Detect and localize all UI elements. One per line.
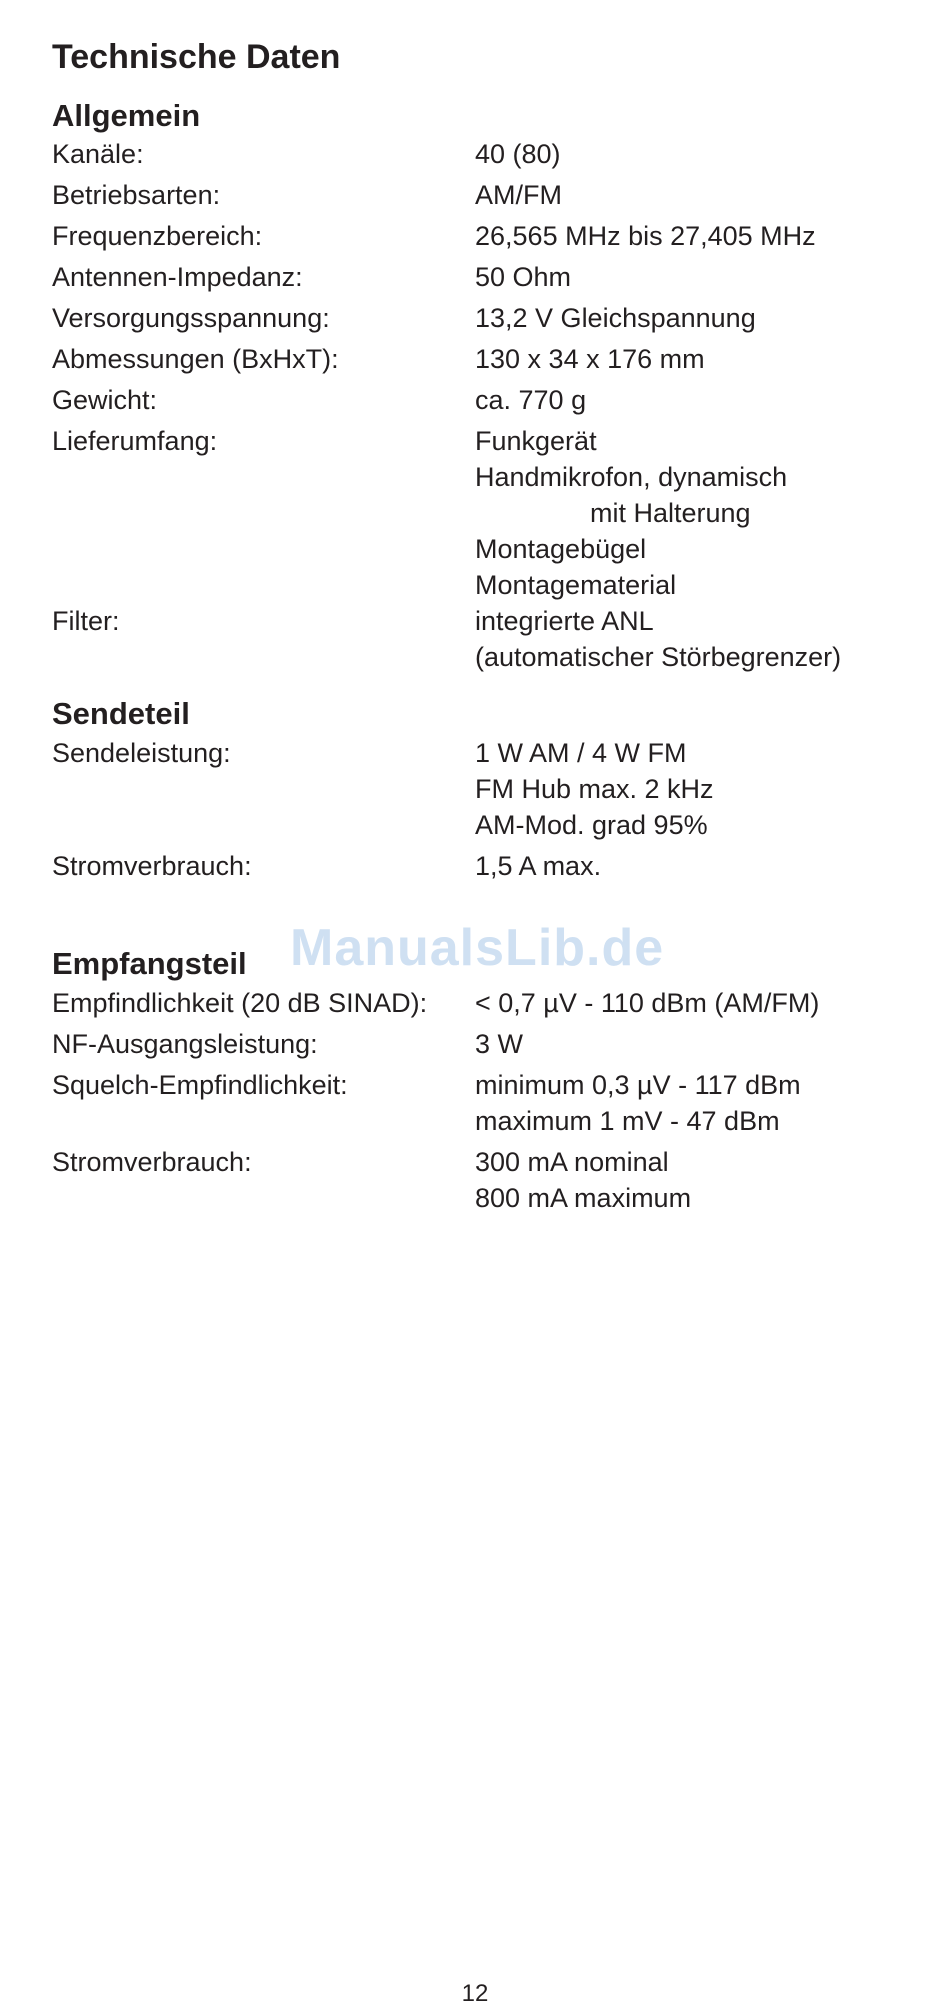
spec-label: Abmessungen (BxHxT): [52, 344, 339, 374]
spec-value-line: 40 (80) [475, 139, 561, 169]
spec-value [475, 848, 601, 884]
spec-label: Kanäle: [52, 139, 144, 169]
spec-label: Empfindlichkeit (20 dB SINAD): [52, 988, 428, 1018]
spec-value-line: 13,2 V Gleichspannung [475, 303, 756, 333]
spec-value [475, 603, 841, 675]
spec-label: Squelch-Empfindlichkeit: [52, 1070, 348, 1100]
spec-label: Stromverbrauch: [52, 851, 252, 881]
spec-value [475, 1144, 691, 1216]
section-heading-allgemein: Allgemein [52, 98, 201, 133]
watermark: ManualsLib.de [290, 919, 665, 977]
section-heading-sendeteil: Sendeteil [52, 696, 190, 731]
spec-value [475, 423, 787, 603]
spec-value [475, 259, 571, 295]
spec-value-line: FM Hub max. 2 kHz [475, 774, 714, 804]
spec-value [475, 1067, 801, 1139]
spec-value-line: Montagematerial [475, 570, 677, 600]
spec-value-line: minimum 0,3 µV - 117 dBm [475, 1070, 801, 1100]
spec-value-line: ca. 770 g [475, 385, 587, 415]
spec-value-line: Montagebügel [475, 534, 647, 564]
spec-value-line: Funkgerät [475, 426, 597, 456]
page-number: 12 [461, 1980, 489, 2007]
spec-value [475, 1026, 523, 1062]
page-title: Technische Daten [52, 38, 341, 76]
spec-value-line: 3 W [475, 1029, 524, 1059]
spec-label: NF-Ausgangsleistung: [52, 1029, 318, 1059]
spec-value [475, 177, 562, 213]
spec-value-line: 26,565 MHz bis 27,405 MHz [475, 221, 816, 251]
spec-value [475, 735, 714, 843]
spec-value-line: 130 x 34 x 176 mm [475, 344, 705, 374]
spec-label: Sendeleistung: [52, 738, 231, 768]
spec-value-line: integrierte ANL [475, 606, 654, 636]
spec-value-line: 50 Ohm [475, 262, 572, 292]
spec-value-line: < 0,7 µV - 110 dBm (AM/FM) [475, 988, 820, 1018]
spec-value-line: 300 mA nominal [475, 1147, 669, 1177]
spec-label: Filter: [52, 606, 120, 636]
spec-value [475, 341, 705, 377]
spec-label: Lieferumfang: [52, 426, 218, 456]
spec-label: Versorgungsspannung: [52, 303, 330, 333]
spec-value [475, 382, 586, 418]
spec-value-line: 800 mA maximum [475, 1183, 692, 1213]
spec-label: Gewicht: [52, 385, 158, 415]
spec-value [475, 985, 819, 1021]
spec-value-line: mit Halterung [590, 498, 751, 528]
spec-label: Betriebsarten: [52, 180, 221, 210]
spec-label: Antennen-Impedanz: [52, 262, 303, 292]
spec-value-line: (automatischer Störbegrenzer) [475, 642, 842, 672]
spec-value-line: Handmikrofon, dynamisch [475, 462, 788, 492]
spec-value [475, 300, 756, 336]
spec-label: Frequenzbereich: [52, 221, 263, 251]
spec-value-line: AM/FM [475, 180, 562, 210]
spec-value-line: maximum 1 mV - 47 dBm [475, 1106, 780, 1136]
spec-value [475, 136, 561, 172]
spec-value-line: 1 W AM / 4 W FM [475, 738, 687, 768]
spec-value-line: AM-Mod. grad 95% [475, 810, 708, 840]
spec-value [475, 218, 816, 254]
section-heading-empfangsteil: Empfangsteil [52, 946, 247, 981]
spec-value-line: 1,5 A max. [475, 851, 602, 881]
spec-label: Stromverbrauch: [52, 1147, 252, 1177]
